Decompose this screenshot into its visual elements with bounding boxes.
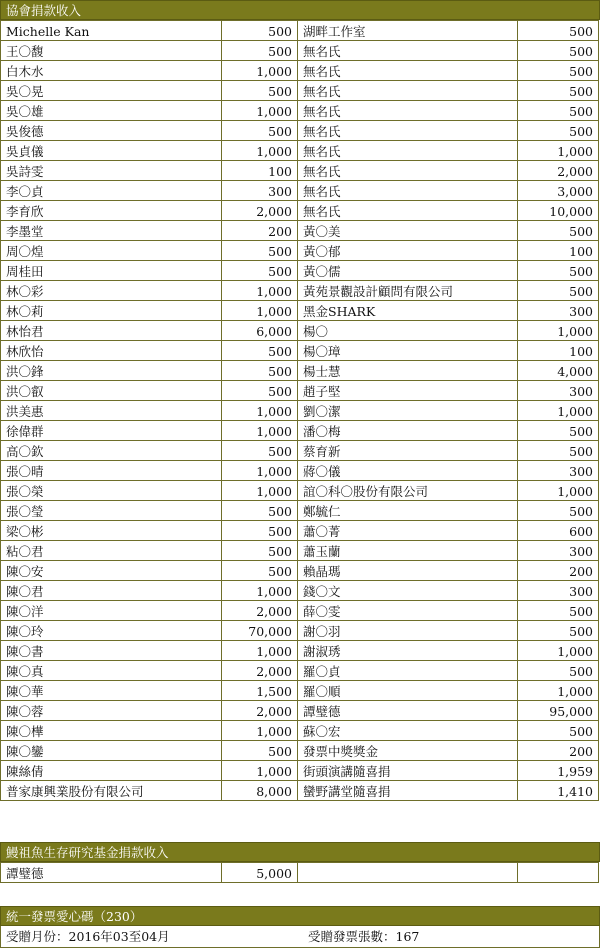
donor-name-cell: 發票中獎獎金	[297, 740, 518, 761]
amount-cell: 500	[221, 80, 298, 101]
amount-cell: 200	[517, 740, 599, 761]
donor-name-cell: 林〇彩	[0, 280, 222, 301]
month-label: 受贈月份：2016年03至04月	[6, 929, 170, 944]
donor-name-cell: 無名氏	[297, 100, 518, 121]
amount-cell: 5,000	[221, 862, 298, 883]
amount-cell: 500	[221, 520, 298, 541]
amount-cell: 500	[517, 40, 599, 61]
amount-cell: 1,000	[221, 720, 298, 741]
amount-cell: 500	[517, 220, 599, 241]
donation-table	[0, 20, 600, 800]
amount-cell: 1,000	[517, 400, 599, 421]
donor-name-cell: 吳俊德	[0, 120, 222, 141]
amount-cell: 100	[517, 240, 599, 261]
donor-name-cell: 黃〇美	[297, 220, 518, 241]
amount-cell: 500	[221, 120, 298, 141]
donor-name-cell: 吳〇晃	[0, 80, 222, 101]
amount-cell: 500	[517, 260, 599, 281]
amount-cell: 500	[517, 440, 599, 461]
amount-cell: 500	[517, 500, 599, 521]
donor-name-cell: 錢〇文	[297, 580, 518, 601]
amount-cell: 500	[221, 340, 298, 361]
donor-name-cell: 鄭毓仁	[297, 500, 518, 521]
amount-cell: 200	[517, 560, 599, 581]
amount-cell: 500	[221, 380, 298, 401]
donor-name-cell: 王〇馥	[0, 40, 222, 61]
amount-cell: 1,000	[221, 580, 298, 601]
donor-name-cell: 無名氏	[297, 80, 518, 101]
donor-name-cell: 蘇〇宏	[297, 720, 518, 741]
amount-cell: 4,000	[517, 360, 599, 381]
amount-cell: 500	[517, 600, 599, 621]
amount-cell: 500	[517, 720, 599, 741]
donor-name-cell: 洪〇鋒	[0, 360, 222, 381]
donor-name-cell: 羅〇順	[297, 680, 518, 701]
donor-name-cell: 黃〇郁	[297, 240, 518, 261]
donor-name-cell: 楊士慧	[297, 360, 518, 381]
amount-cell: 2,000	[517, 160, 599, 181]
amount-cell: 1,000	[221, 100, 298, 121]
donor-name-cell: 陳〇安	[0, 560, 222, 581]
amount-cell: 500	[221, 360, 298, 381]
amount-cell: 1,000	[221, 280, 298, 301]
amount-cell: 500	[221, 540, 298, 561]
donor-name-cell: 無名氏	[297, 140, 518, 161]
donor-name-cell: 陳〇樺	[0, 720, 222, 741]
amount-cell: 500	[517, 20, 599, 41]
donor-name-cell: 劉〇潔	[297, 400, 518, 421]
amount-cell: 100	[221, 160, 298, 181]
donor-name-cell: 無名氏	[297, 180, 518, 201]
amount-cell: 1,000	[221, 420, 298, 441]
donor-name-cell: Michelle Kan	[0, 20, 222, 41]
amount-cell: 300	[517, 580, 599, 601]
donor-name-cell: 吳貞儀	[0, 140, 222, 161]
donor-name-cell: 李墨堂	[0, 220, 222, 241]
donor-name-cell: 街頭演講隨喜捐	[297, 760, 518, 781]
donor-name-cell: 蠻野講堂隨喜捐	[297, 780, 518, 801]
amount-cell: 100	[517, 340, 599, 361]
donor-name-cell: 誼〇科〇股份有限公司	[297, 480, 518, 501]
donor-name-cell: 洪美惠	[0, 400, 222, 421]
amount-cell: 500	[221, 20, 298, 41]
amount-cell: 600	[517, 520, 599, 541]
amount-cell: 500	[517, 80, 599, 101]
donor-name-cell: 蔣〇儀	[297, 460, 518, 481]
amount-cell: 1,500	[221, 680, 298, 701]
amount-cell: 1,000	[221, 140, 298, 161]
donor-name-cell: 粘〇君	[0, 540, 222, 561]
donor-name-cell: 羅〇貞	[297, 660, 518, 681]
amount-cell: 2,000	[221, 700, 298, 721]
amount-cell: 300	[517, 300, 599, 321]
amount-cell: 300	[221, 180, 298, 201]
section-header: 協會捐款收入	[0, 0, 600, 20]
donor-name-cell: 蕭〇菁	[297, 520, 518, 541]
amount-cell: 70,000	[221, 620, 298, 641]
donor-name-cell: 湖畔工作室	[297, 20, 518, 41]
donor-name-cell: 周〇煌	[0, 240, 222, 261]
invoice-section	[0, 906, 600, 948]
amount-cell: 1,000	[517, 320, 599, 341]
amount-cell: 1,000	[517, 480, 599, 501]
donor-name-cell: 林欣怡	[0, 340, 222, 361]
amount-cell: 500	[517, 420, 599, 441]
donor-name-cell: 林怡君	[0, 320, 222, 341]
donor-name-cell: 黃〇儒	[297, 260, 518, 281]
donor-name-cell: 李育欣	[0, 200, 222, 221]
donor-name-cell: 梁〇彬	[0, 520, 222, 541]
amount-cell: 8,000	[221, 780, 298, 801]
amount-cell: 6,000	[221, 320, 298, 341]
amount-cell: 1,000	[221, 400, 298, 421]
donor-name-cell: 蕭玉蘭	[297, 540, 518, 561]
amount-cell: 500	[517, 660, 599, 681]
amount-cell: 500	[221, 440, 298, 461]
donor-name-cell: 賴晶瑪	[297, 560, 518, 581]
amount-cell: 95,000	[517, 700, 599, 721]
donor-name-cell: 洪〇叡	[0, 380, 222, 401]
donor-name-cell: 陳〇君	[0, 580, 222, 601]
amount-cell: 1,000	[517, 680, 599, 701]
amount-cell: 1,959	[517, 760, 599, 781]
amount-cell: 500	[221, 40, 298, 61]
amount-cell: 500	[517, 280, 599, 301]
amount-cell: 500	[517, 60, 599, 81]
amount-cell: 300	[517, 380, 599, 401]
donor-name-cell: 楊〇璋	[297, 340, 518, 361]
donor-name-cell: 謝淑琇	[297, 640, 518, 661]
donor-name-cell: 高〇欽	[0, 440, 222, 461]
donor-name-cell: 無名氏	[297, 160, 518, 181]
donor-name-cell: 無名氏	[297, 60, 518, 81]
amount-cell: 300	[517, 540, 599, 561]
donor-name-cell: 譚璧德	[0, 862, 222, 883]
count-label: 受贈發票張數：167	[308, 929, 420, 944]
amount-cell: 300	[517, 460, 599, 481]
donor-name-cell: 譚璧德	[297, 700, 518, 721]
amount-cell: 2,000	[221, 660, 298, 681]
donor-name-cell: 周桂田	[0, 260, 222, 281]
amount-cell: 200	[221, 220, 298, 241]
donor-name-cell: 陳〇玲	[0, 620, 222, 641]
eel-fund-table	[0, 862, 600, 882]
donor-name-cell: 吳詩雯	[0, 160, 222, 181]
amount-cell: 3,000	[517, 180, 599, 201]
amount-cell: 1,000	[221, 760, 298, 781]
donor-name-cell: 普家康興業股份有限公司	[0, 780, 222, 801]
donor-name-cell: 陳〇洋	[0, 600, 222, 621]
donor-name-cell: 張〇榮	[0, 480, 222, 501]
donor-name-cell: 陳〇真	[0, 660, 222, 681]
donor-name-cell: 陳絲倩	[0, 760, 222, 781]
amount-cell: 2,000	[221, 600, 298, 621]
donor-name-cell: 陳〇華	[0, 680, 222, 701]
invoice-info-row	[0, 926, 600, 948]
amount-cell: 1,000	[221, 480, 298, 501]
donor-name-cell: 林〇莉	[0, 300, 222, 321]
donor-name-cell: 陳〇鑾	[0, 740, 222, 761]
donor-name-cell: 吳〇雄	[0, 100, 222, 121]
amount-cell: 1,000	[221, 60, 298, 81]
donor-name-cell: 陳〇書	[0, 640, 222, 661]
amount-cell: 1,000	[221, 640, 298, 661]
amount-cell: 500	[517, 620, 599, 641]
donor-name-cell: 薛〇雯	[297, 600, 518, 621]
eel-fund-section	[0, 842, 600, 882]
donor-name-cell: 無名氏	[297, 120, 518, 141]
amount-cell: 1,000	[221, 460, 298, 481]
donor-name-cell: 張〇晴	[0, 460, 222, 481]
amount-cell: 500	[221, 560, 298, 581]
donor-name-cell: 潘〇梅	[297, 420, 518, 441]
amount-cell: 500	[517, 120, 599, 141]
amount-cell: 1,410	[517, 780, 599, 801]
amount-cell: 1,000	[517, 140, 599, 161]
donor-name-cell: 李〇貞	[0, 180, 222, 201]
donor-name-cell: 黃苑景觀設計顧問有限公司	[297, 280, 518, 301]
amount-cell: 500	[221, 240, 298, 261]
amount-cell	[517, 862, 599, 883]
amount-cell: 500	[517, 100, 599, 121]
donor-name-cell: 徐偉群	[0, 420, 222, 441]
donor-name-cell: 黑金SHARK	[297, 300, 518, 321]
amount-cell: 500	[221, 740, 298, 761]
amount-cell: 1,000	[517, 640, 599, 661]
donor-name-cell: 張〇瑩	[0, 500, 222, 521]
donor-name-cell: 無名氏	[297, 40, 518, 61]
donor-name-cell: 楊〇	[297, 320, 518, 341]
section-header: 鰻祖魚生存研究基金捐款收入	[0, 842, 600, 862]
section-header: 統一發票愛心碼（230）	[0, 906, 600, 926]
amount-cell: 1,000	[221, 300, 298, 321]
donor-name-cell: 謝〇羽	[297, 620, 518, 641]
donor-name-cell	[297, 862, 518, 883]
donor-name-cell: 陳〇蓉	[0, 700, 222, 721]
donor-name-cell: 白木水	[0, 60, 222, 81]
donor-name-cell: 無名氏	[297, 200, 518, 221]
amount-cell: 10,000	[517, 200, 599, 221]
amount-cell: 2,000	[221, 200, 298, 221]
amount-cell: 500	[221, 500, 298, 521]
donor-name-cell: 趙子堅	[297, 380, 518, 401]
amount-cell: 500	[221, 260, 298, 281]
donor-name-cell: 蔡育新	[297, 440, 518, 461]
